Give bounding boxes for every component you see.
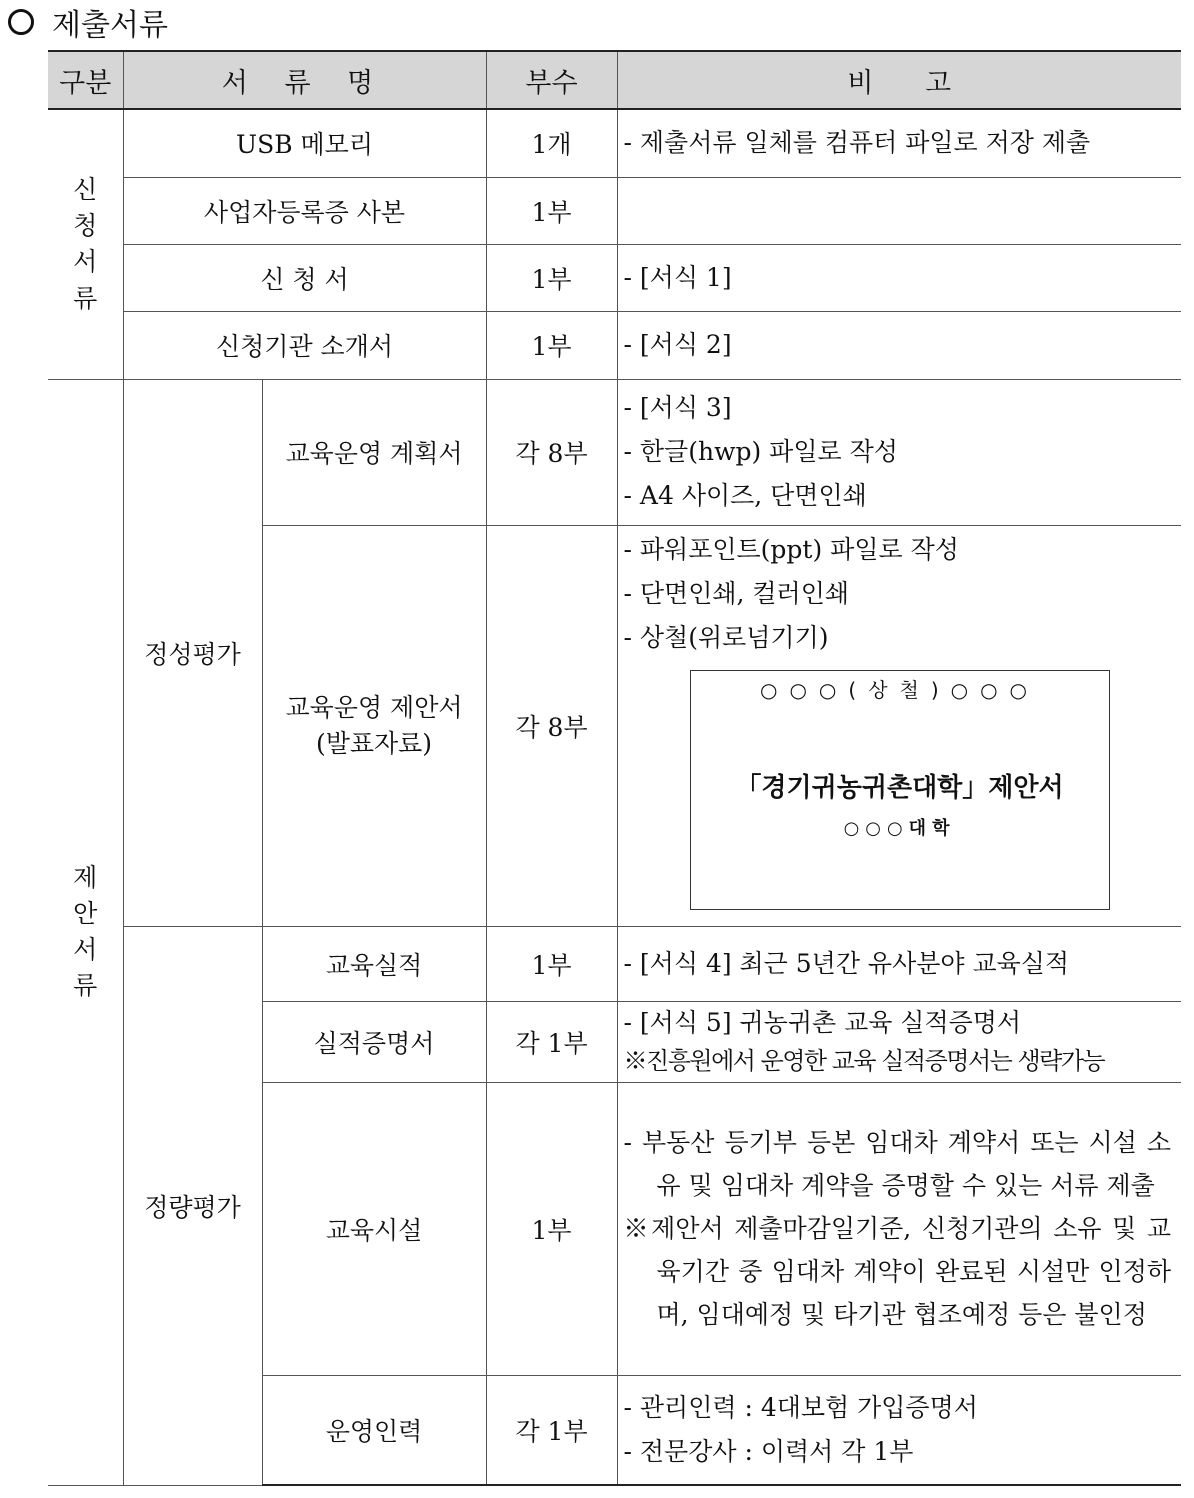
header-count: 부수	[486, 51, 617, 109]
table-row	[48, 177, 1181, 244]
doc-count: 1부	[486, 1082, 617, 1375]
cover-sample-box	[690, 670, 1110, 910]
remark-paragraph: - 부동산 등기부 등본 임대차 계약서 또는 시설 소유 및 임대차 계약을 증명할 수 있는 서류 제출	[623, 1128, 1172, 1200]
remark-line: - A4 사이즈, 단면인쇄	[623, 481, 867, 510]
doc-remark	[617, 1001, 1181, 1082]
remark-line: - 제출서류 일체를 컴퓨터 파일로 저장 제출	[623, 128, 1091, 158]
doc-remark	[617, 525, 1181, 926]
subcategory-quantitative: 정량평가	[123, 926, 262, 1485]
doc-count: 1부	[486, 926, 617, 1001]
category-application	[48, 109, 123, 379]
doc-name: 운영인력	[262, 1375, 486, 1485]
doc-count: 1부	[486, 177, 617, 244]
header-doc-name: 서 류 명	[123, 51, 486, 109]
doc-remark	[617, 379, 1181, 525]
circle-bullet-icon	[8, 9, 34, 35]
doc-remark	[617, 109, 1181, 177]
subcategory-qualitative: 정성평가	[123, 379, 262, 926]
remark-line: - 단면인쇄, 컬러인쇄	[623, 578, 850, 608]
doc-name-line: 교육운영 제안서	[285, 692, 463, 722]
remark-line: - [서식 5] 귀농귀촌 교육 실적증명서	[623, 1007, 1022, 1037]
doc-remark	[617, 1375, 1181, 1485]
doc-count: 1부	[486, 311, 617, 379]
remark-line: - 파워포인트(ppt) 파일로 작성	[623, 534, 959, 564]
doc-count: 각 1부	[486, 1001, 617, 1082]
cover-sub-text: ○○○대학	[843, 817, 956, 839]
doc-count: 1부	[486, 244, 617, 311]
header-category: 구분	[48, 51, 123, 109]
doc-count: 각 8부	[486, 525, 617, 926]
table-row	[48, 926, 1181, 1001]
doc-remark	[617, 177, 1181, 244]
doc-name-line: (발표자료)	[315, 728, 433, 758]
remark-line: - 관리인력 : 4대보험 가입증명서	[623, 1392, 978, 1422]
remark-line: - [서식 3]	[623, 393, 732, 422]
remark-note: ※진흥원에서 운영한 교육 실적증명서는 생략가능	[623, 1046, 1105, 1075]
remark-line: - [서식 2]	[623, 330, 732, 359]
doc-name: 사업자등록증 사본	[123, 177, 486, 244]
cover-top-text: ○○○(상철)○○○	[760, 677, 1039, 702]
table-row	[48, 109, 1181, 177]
cover-main-title: 「경기귀농귀촌대학」제안서	[735, 772, 1064, 803]
doc-remark	[617, 1082, 1181, 1375]
doc-count: 각 8부	[486, 379, 617, 525]
doc-count: 1개	[486, 109, 617, 177]
doc-name: 교육시설	[262, 1082, 486, 1375]
doc-remark	[617, 926, 1181, 1001]
doc-name: 교육운영 계획서	[262, 379, 486, 525]
documents-table	[48, 50, 1181, 1486]
remark-line: - 상철(위로넘기기)	[623, 622, 829, 652]
doc-remark	[617, 244, 1181, 311]
remark-note: ※제안서 제출마감일기준, 신청기관의 소유 및 교육기간 중 임대차 계약이 완료된 시설만 인정하며, 임대예정 및 타기관 협조예정 등은 불인정	[623, 1214, 1172, 1329]
doc-name: 신청기관 소개서	[123, 311, 486, 379]
doc-count: 각 1부	[486, 1375, 617, 1485]
table-row	[48, 379, 1181, 525]
doc-name: 교육실적	[262, 926, 486, 1001]
table-row	[48, 311, 1181, 379]
remark-line: - 한글(hwp) 파일로 작성	[623, 437, 898, 466]
section-title-text: 제출서류	[52, 8, 168, 43]
remark-line: - [서식 1]	[623, 262, 732, 292]
header-row	[48, 51, 1181, 109]
category-proposal-label: 제안서류	[73, 862, 98, 1001]
remark-line: - [서식 4] 최근 5년간 유사분야 교육실적	[623, 948, 1070, 978]
remark-line: - 전문강사 : 이력서 각 1부	[623, 1436, 914, 1466]
table-row	[48, 244, 1181, 311]
doc-name	[262, 525, 486, 926]
header-remarks: 비 고	[617, 51, 1181, 109]
doc-name: 신 청 서	[123, 244, 486, 311]
doc-name: USB 메모리	[123, 109, 486, 177]
category-application-label: 신청서류	[73, 174, 98, 313]
doc-remark	[617, 311, 1181, 379]
section-title	[8, 2, 168, 42]
category-proposal	[48, 379, 123, 1485]
doc-name: 실적증명서	[262, 1001, 486, 1082]
